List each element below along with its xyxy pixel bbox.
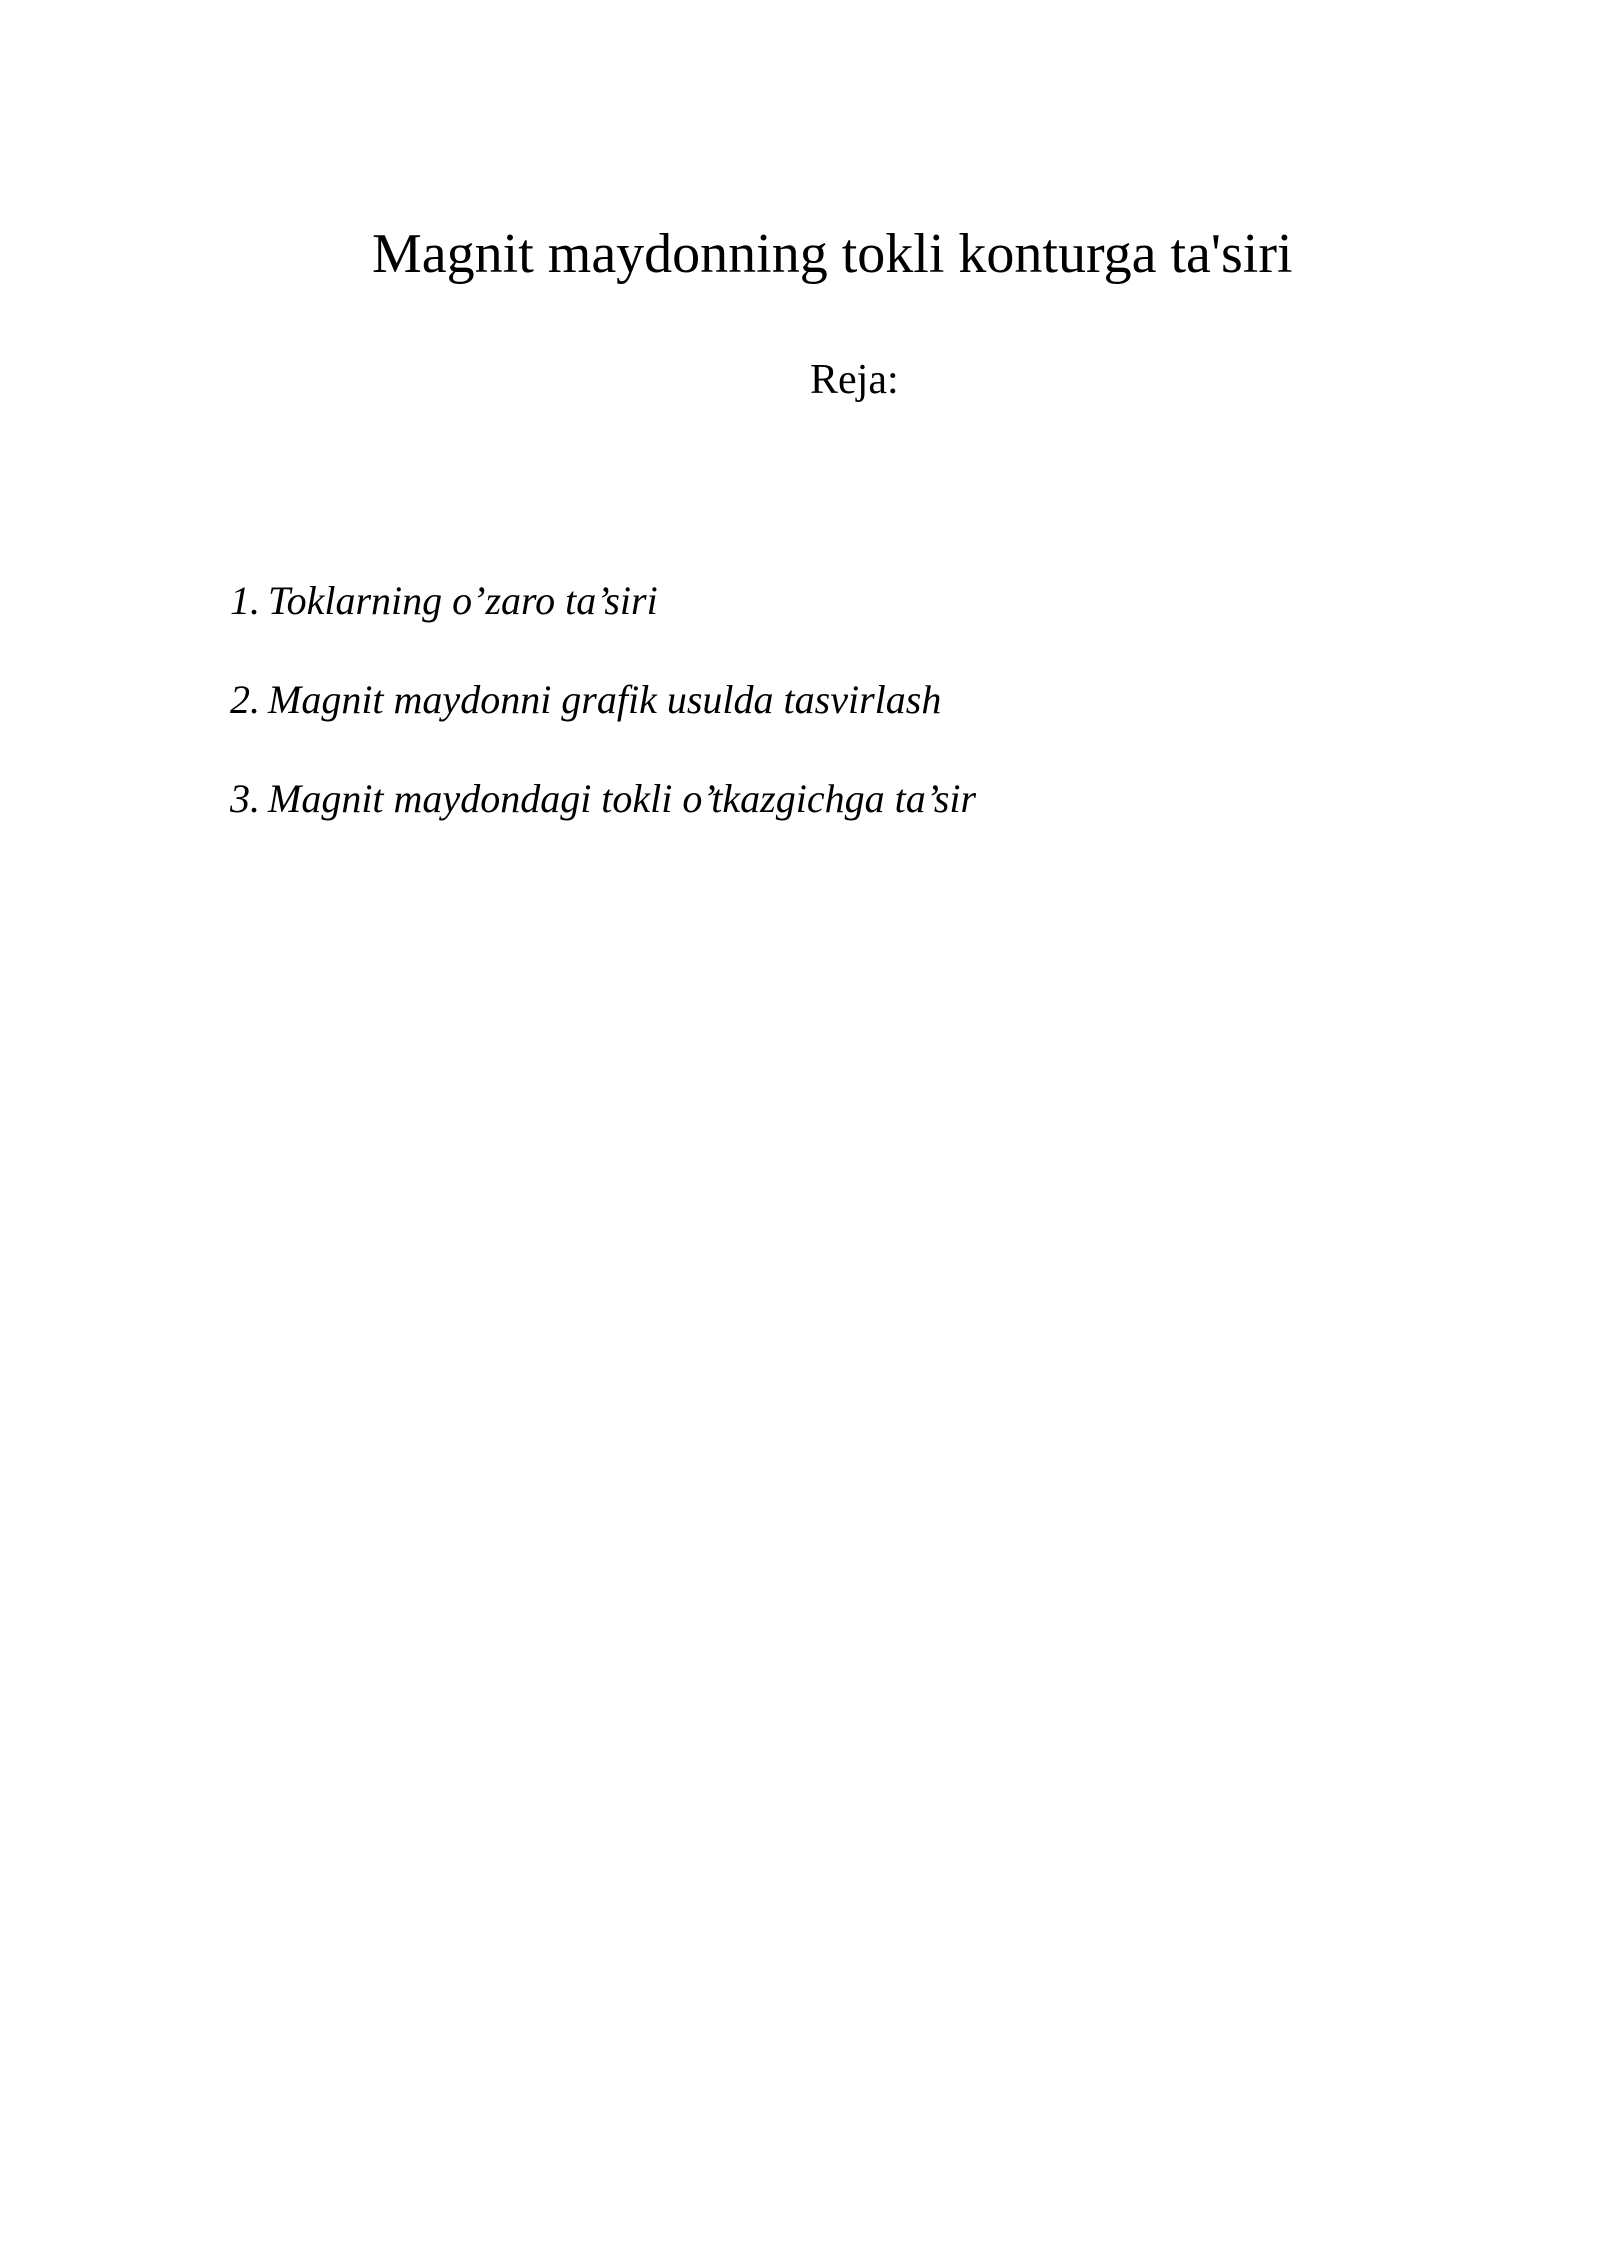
plan-item [230,575,976,627]
plan-list [230,575,976,872]
document-title: Magnit maydonning tokli konturga ta'siri [372,223,1293,285]
plan-item-text: Toklarning o’zaro ta’siri [268,578,658,623]
plan-item-number: 1. [230,578,260,623]
plan-item-number: 3. [230,776,260,821]
plan-heading: Reja: [810,357,899,403]
plan-item [230,674,976,726]
plan-item-text: Magnit maydonni grafik usulda tasvirlash [268,677,942,722]
plan-item-text: Magnit maydondagi tokli o’tkazgichga ta’sir [268,776,977,821]
plan-item-number: 2. [230,677,260,722]
plan-item [230,773,976,825]
